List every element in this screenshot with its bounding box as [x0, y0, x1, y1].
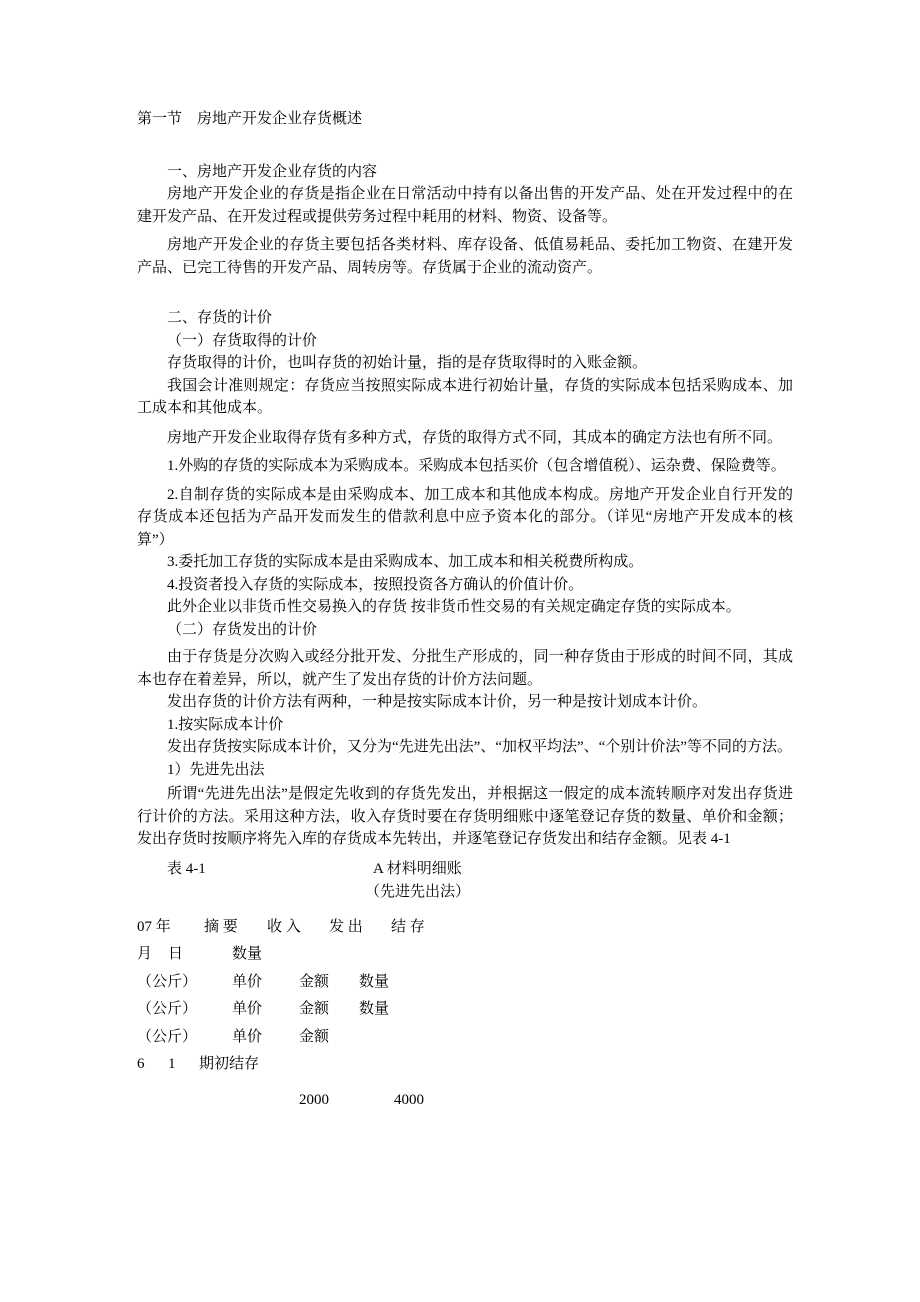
paragraph: 由于存货是分次购入或经分批开发、分批生产形成的，同一种存货由于形成的时间不同，其成本也存在着差异，所以，就产生了发出存货的计价方法问题。 [137, 649, 793, 688]
ledger-header-row [137, 916, 793, 944]
ledger-cell: 日 [168, 946, 184, 962]
ledger-cell: 6 [137, 1056, 145, 1072]
paragraph: 发出存货的计价方法有两种，一种是按实际成本计价，另一种是按计划成本计价。 [167, 694, 708, 710]
ledger-cell: 金额 [299, 1001, 330, 1017]
ledger-cell: 2000 [299, 1091, 329, 1108]
ledger-cell: 1 [168, 1056, 176, 1072]
sub-heading: 1.按实际成本计价 [167, 716, 284, 733]
ledger-cell: 结 存 [391, 918, 425, 935]
ledger-subtitle-row [137, 881, 793, 904]
ledger-cell: 金额 [299, 973, 330, 990]
sub-heading: 二、存货的计价 [167, 310, 273, 326]
ledger-header-row [137, 998, 793, 1026]
paragraph: 房地产开发企业取得存货有多种方式，存货的取得方式不同，其成本的确定方法也有所不同。 [167, 429, 783, 446]
ledger-table-label: 表 4-1 [167, 860, 206, 877]
ledger-cell: 07 年 [137, 918, 171, 935]
document-content [137, 108, 793, 1116]
ledger-cell: 数量 [232, 946, 263, 962]
ledger-table-title: A 材料明细账 [373, 860, 462, 877]
ledger-table-subtitle: （先进先出法） [365, 883, 471, 900]
ledger-header-row [137, 1026, 793, 1054]
ledger-cell: 月 [137, 946, 153, 962]
ledger-cell: 数量 [359, 1001, 390, 1017]
sub-heading: （一）存货取得的计价 [167, 332, 318, 349]
ledger-cell: 单价 [232, 1028, 263, 1045]
paragraph: 1.外购的存货的实际成本为采购成本。采购成本包括买价（包含增值税）、运杂费、保险费等。 [167, 458, 786, 474]
ledger-cell: 摘 要 [204, 918, 238, 935]
paragraph: 发出存货按实际成本计价，又分为“先进先出法”、“加权平均法”、“个别计价法”等不同的方法。 [167, 739, 792, 755]
ledger-entry-row [137, 1053, 793, 1081]
paragraph: 2.自制存货的实际成本是由采购成本、加工成本和其他成本构成。房地产开发企业自行开发的存货成本还包括为产品开发而发生的借款利息中应予资本化的部分。（详见“房地产开发成本的核算”） [137, 486, 793, 548]
ledger-cell: 4000 [394, 1091, 424, 1108]
ledger-cell: 期初结存 [199, 1056, 260, 1072]
paragraph: 房地产开发企业的存货是指企业在日常活动中持有以备出售的开发产品、处在开发过程中的在建开发产品、在开发过程或提供劳务过程中耗用的材料、物资、设备等。 [137, 186, 793, 225]
sub-heading: （二）存货发出的计价 [167, 621, 318, 638]
ledger-cell: 金额 [299, 1028, 330, 1045]
paragraph: 4.投资者投入存货的实际成本，按照投资各方确认的价值计价。 [167, 576, 584, 593]
ledger-cell: 单价 [232, 973, 263, 990]
paragraph: 所谓“先进先出法”是假定先收到的存货先发出，并根据这一假定的成本流转顺序对发出存货进行计价的方法。采用这种方法，收入存货时要在存货明细账中逐笔登记存货的数量、单价和金额；发出存货时按顺序将先入库的存货成本先转出，并逐笔登记存货发出和结存金额。见表 4-1 [137, 786, 793, 847]
ledger-cell: 发 出 [329, 918, 363, 935]
paragraph: 存货取得的计价，也叫存货的初始计量，指的是存货取得时的入账金额。 [167, 355, 648, 371]
ledger-cell: （公斤） [137, 973, 198, 990]
section-title: 第一节 房地产开发企业存货概述 [137, 111, 363, 127]
ledger-cell: 收 入 [267, 918, 301, 935]
ledger-cell: （公斤） [137, 1001, 198, 1017]
sub-heading: 一、房地产开发企业存货的内容 [167, 163, 378, 180]
ledger-caption-row [137, 858, 793, 881]
paragraph: 3.委托加工存货的实际成本是由采购成本、加工成本和相关税费所构成。 [167, 554, 644, 570]
sub-heading: 1）先进先出法 [167, 761, 265, 778]
ledger-header-row [137, 943, 793, 971]
ledger-cell: 数量 [359, 973, 390, 990]
ledger-header-row [137, 971, 793, 999]
paragraph: 我国会计准则规定：存货应当按照实际成本进行初始计量，存货的实际成本包括采购成本、加工成本和其他成本。 [137, 377, 793, 416]
ledger-cell: （公斤） [137, 1028, 198, 1045]
ledger-cell: 单价 [232, 1001, 263, 1017]
paragraph: 此外企业以非货币性交易换入的存货 按非货币性交易的有关规定确定存货的实际成本。 [167, 599, 741, 615]
paragraph: 房地产开发企业的存货主要包括各类材料、库存设备、低值易耗品、委托加工物资、在建开发产品、已完工待售的开发产品、周转房等。存货属于企业的流动资产。 [137, 237, 793, 276]
ledger-amounts-row [137, 1089, 793, 1117]
